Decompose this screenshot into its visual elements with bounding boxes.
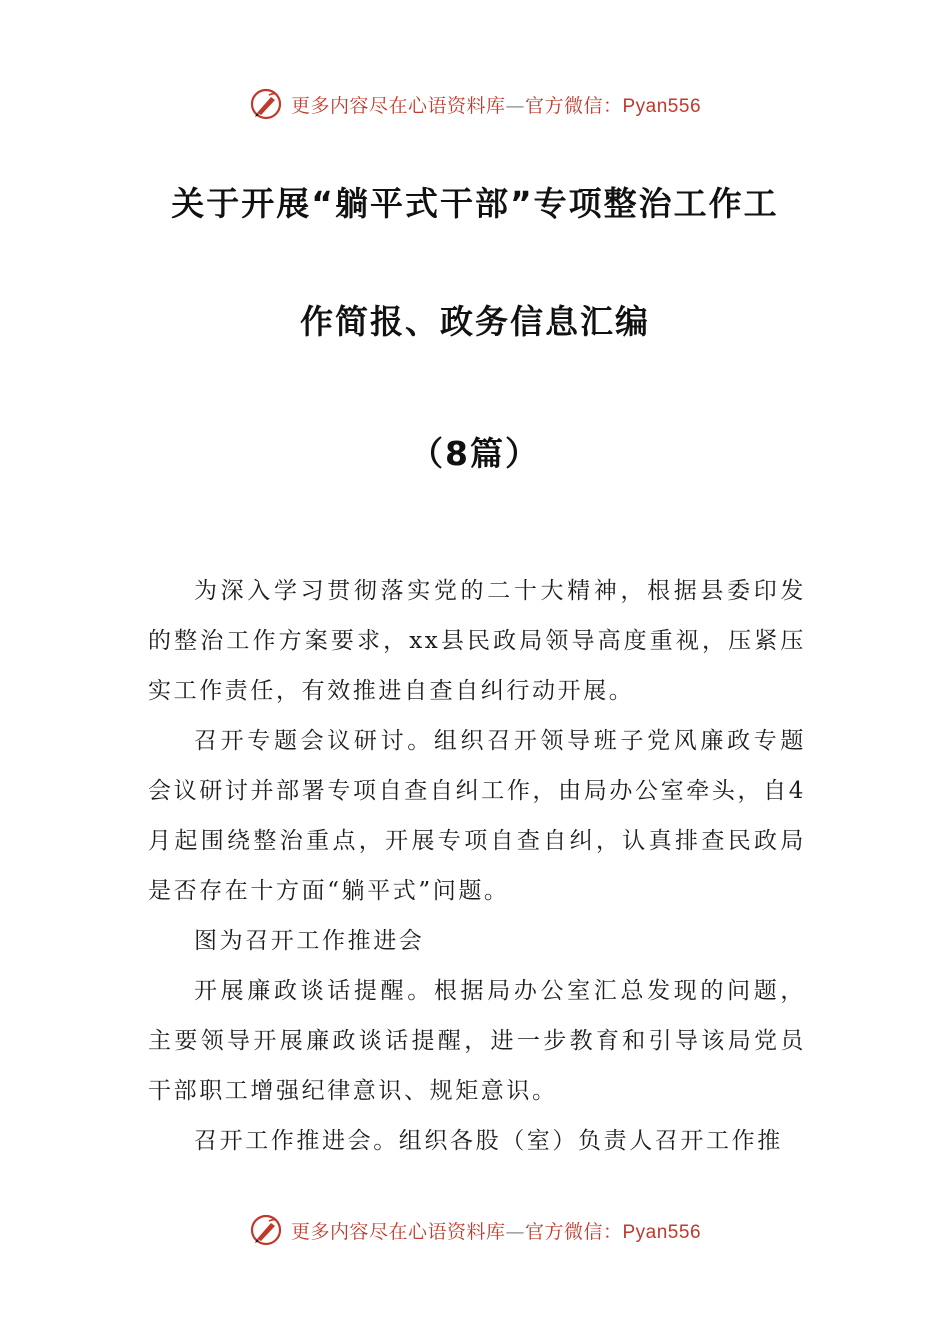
watermark-main: 更多内容尽在心语资料库 [290,1220,506,1243]
image-caption: 图为召开工作推进会 [194,928,425,954]
watermark-label: 官方微信： [524,1220,623,1243]
watermark-id: Pyan556 [622,95,702,117]
paragraph-talk-reminder: 开展廉政谈话提醒。根据局办公室汇总发现的问题，主要领导开展廉政谈话提醒，进一步教育和引导该局党员干部职工增强纪律意识、规矩意识。 [148,978,806,1104]
document-title-line-2: 作简报、政务信息汇编 [300,302,650,341]
paragraph-progress-meeting: 召开工作推进会。组织各股（室）负责人召开工作推 [194,1128,783,1154]
watermark-text [291,91,701,118]
pen-logo-icon [249,87,283,121]
watermark-id: Pyan556 [622,1221,702,1243]
watermark-footer [0,1210,950,1250]
watermark-main: 更多内容尽在心语资料库 [290,94,506,117]
paragraph-meeting: 召开专题会议研讨。组织召开领导班子党风廉政专题会议研讨并部署专项自查自纠工作，由局办公室牵头，自4月起围绕整治重点，开展专项自查自纠，认真排查民政局是否存在十方面“躺平式”问题。 [148,728,806,904]
watermark-dash: — [505,94,525,117]
paragraph-intro: 为深入学习贯彻落实党的二十大精神，根据县委印发的整治工作方案要求，xx县民政局领导高度重视，压紧压实工作责任，有效推进自查自纠行动开展。 [148,578,806,704]
watermark-header [0,84,950,124]
watermark-text [291,1217,701,1244]
document-title-line-1: 关于开展“躺平式干部”专项整治工作工 [171,184,779,223]
watermark-label: 官方微信： [524,94,623,117]
watermark-dash: — [505,1220,525,1243]
document-body [148,566,806,1166]
pen-logo-icon [249,1213,283,1247]
document-title-count: （8篇） [410,434,540,473]
